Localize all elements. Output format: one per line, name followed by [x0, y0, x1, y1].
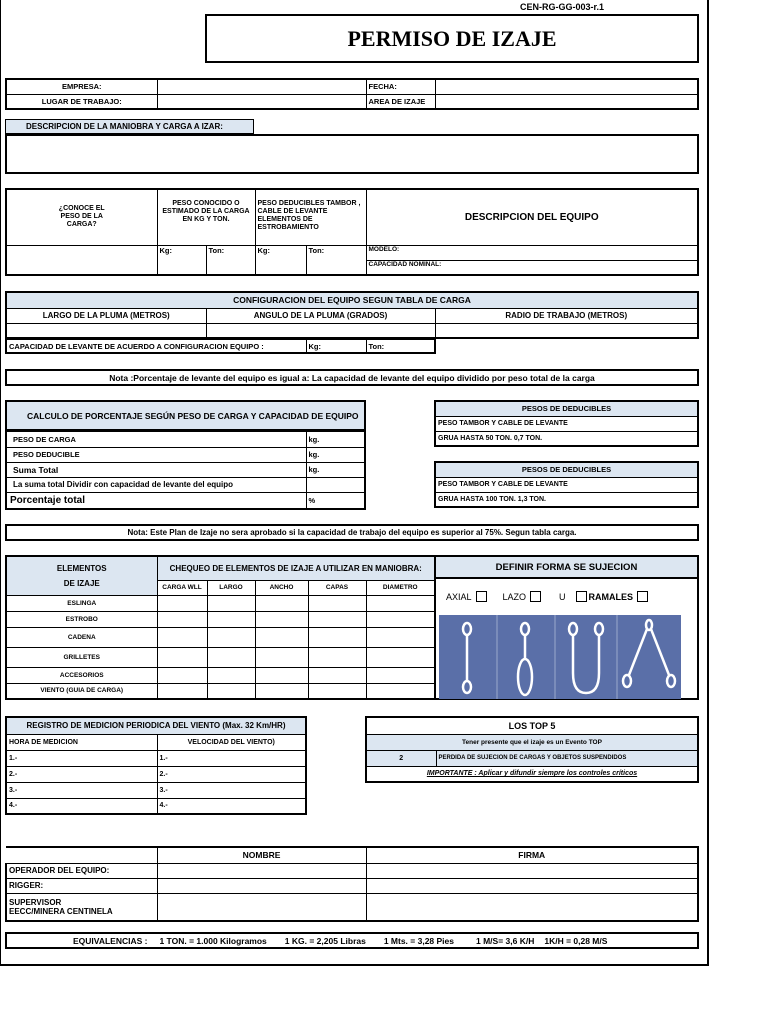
- largo-pluma-label: LARGO DE LA PLUMA (METROS): [6, 308, 206, 323]
- cell[interactable]: [207, 611, 255, 627]
- blank-cell: [6, 847, 157, 863]
- deducibles-2-r2: GRUA HASTA 100 TON. 1,3 TON.: [435, 492, 698, 507]
- equiv-kg: 1 KG. = 2,205 Libras: [284, 935, 366, 946]
- cell[interactable]: [157, 683, 207, 699]
- cell[interactable]: [157, 595, 207, 611]
- deducibles-2-title: PESOS DE DEDUCIBLES: [435, 462, 698, 477]
- nota-aprobacion: Nota: Este Plan de Izaje no sera aprobado si la capacidad de trabajo del equipo es superior al 75%. Segun tabla carga.: [5, 524, 699, 541]
- hora-row-3[interactable]: 3.-: [6, 782, 157, 798]
- supervisor-label: SUPERVISOR EECC/MINERA CENTINELA: [6, 893, 157, 921]
- u-label: U: [559, 591, 566, 602]
- ramales-label: RAMALES: [588, 591, 634, 602]
- equiv-mts: 1 Mts. = 3,28 Pies: [383, 935, 454, 946]
- conoce-peso-field[interactable]: [6, 245, 157, 275]
- supervisor-firma-field[interactable]: [366, 893, 698, 921]
- peso-deducible-unit: kg.: [306, 447, 365, 462]
- cell[interactable]: [366, 647, 435, 667]
- suma-total-label: Suma Total: [6, 462, 306, 477]
- elementos-table: [5, 555, 436, 700]
- descripcion-maniobra-label: DESCRIPCION DE LA MANIOBRA Y CARGA A IZAR:: [5, 119, 254, 134]
- cell[interactable]: [157, 611, 207, 627]
- cell[interactable]: [366, 627, 435, 647]
- kg1-label: Kg:: [157, 245, 206, 275]
- config-title: CONFIGURACION DEL EQUIPO SEGUN TABLA DE CARGA: [6, 292, 698, 308]
- descripcion-maniobra-field[interactable]: [5, 134, 699, 174]
- deducibles-1-r1: PESO TAMBOR Y CABLE DE LEVANTE: [435, 416, 698, 431]
- porcentaje-total-label: Porcentaje total: [6, 492, 306, 509]
- operador-nombre-field[interactable]: [157, 863, 366, 878]
- suma-total-unit: kg.: [306, 462, 365, 477]
- cell[interactable]: [255, 683, 308, 699]
- rigger-nombre-field[interactable]: [157, 878, 366, 893]
- top5-sub: Tener presente que el izaje es un Evento TOP: [366, 734, 698, 750]
- rigger-firma-field[interactable]: [366, 878, 698, 893]
- dividir-unit: [306, 477, 365, 492]
- viento-table: [5, 716, 307, 815]
- row-cadena: CADENA: [6, 627, 157, 647]
- nombre-header: NOMBRE: [157, 847, 366, 863]
- radio-trabajo-field[interactable]: [435, 323, 698, 338]
- peso-table: [5, 188, 699, 276]
- header-table: [5, 78, 699, 110]
- lazo-label: LAZO: [502, 591, 527, 602]
- empresa-field[interactable]: [157, 79, 366, 94]
- velocidad-row-1[interactable]: 1.-: [157, 750, 306, 766]
- velocidad-viento-label: VELOCIDAD DEL VIENTO): [157, 734, 306, 750]
- descripcion-equipo-label: DESCRIPCION DEL EQUIPO: [366, 189, 698, 245]
- deducibles-table-2: [434, 461, 699, 508]
- nota-porcentaje: Nota :Porcentaje de levante del equipo es igual a: La capacidad de levante del equipo dividido por peso total de la carga: [5, 369, 699, 386]
- cell[interactable]: [255, 647, 308, 667]
- equiv-kh: 1K/H = 0,28 M/S: [544, 935, 608, 946]
- firma-header: FIRMA: [366, 847, 698, 863]
- cell[interactable]: [255, 627, 308, 647]
- top5-num: 2: [366, 750, 436, 766]
- angulo-pluma-field[interactable]: [206, 323, 435, 338]
- deducibles-1-title: PESOS DE DEDUCIBLES: [435, 401, 698, 416]
- top5-importante: IMPORTANTE : Aplicar y difundir siempre los controles críticos: [366, 766, 698, 782]
- peso-conocido-label: PESO CONOCIDO O ESTIMADO DE LA CARGA EN KG Y TON.: [157, 189, 255, 245]
- chequeo-title: CHEQUEO DE ELEMENTOS DE IZAJE A UTILIZAR EN MANIOBRA:: [157, 556, 435, 580]
- calculo-table: [5, 431, 366, 510]
- hora-row-1[interactable]: 1.-: [6, 750, 157, 766]
- porcentaje-total-unit: %: [306, 492, 365, 509]
- ramales-checkbox[interactable]: [637, 591, 648, 602]
- peso-deducibles-label: PESO DEDUCIBLES TAMBOR , CABLE DE LEVANTE ELEMENTOS DE ESTROBAMIENTO: [255, 189, 366, 245]
- row-eslinga: ESLINGA: [6, 595, 157, 611]
- capacidad-ton-label: Ton:: [366, 340, 435, 354]
- cell[interactable]: [308, 627, 366, 647]
- fecha-field[interactable]: [435, 79, 698, 94]
- conoce-peso-label: ¿CONOCE EL PESO DE LA CARGA?: [6, 189, 157, 245]
- axial-label: AXIAL: [446, 591, 472, 602]
- col-ancho: ANCHO: [255, 580, 308, 595]
- hora-row-2[interactable]: 2.-: [6, 766, 157, 782]
- cell[interactable]: [308, 667, 366, 683]
- velocidad-row-2[interactable]: 2.-: [157, 766, 306, 782]
- doc-code: CEN-RG-GG-003-r.1: [520, 2, 605, 12]
- equivalencias-label: EQUIVALENCIAS :: [73, 935, 148, 946]
- capacidad-nominal-label: CAPACIDAD NOMINAL:: [366, 260, 698, 275]
- lugar-label: LUGAR DE TRABAJO:: [6, 94, 157, 109]
- page-title: PERMISO DE IZAJE: [205, 14, 699, 63]
- top5-title: LOS TOP 5: [366, 717, 698, 734]
- config-table: [5, 291, 699, 339]
- row-estrobo: ESTROBO: [6, 611, 157, 627]
- sling-configurations-image: [439, 615, 681, 699]
- calculo-title: CALCULO DE PORCENTAJE SEGÚN PESO DE CARGA Y CAPACIDAD DE EQUIPO: [5, 400, 366, 431]
- row-accesorios: ACCESORIOS: [6, 667, 157, 683]
- capacidad-levante-label: CAPACIDAD DE LEVANTE DE ACUERDO A CONFIGURACION EQUIPO :: [6, 340, 306, 354]
- cell[interactable]: [157, 627, 207, 647]
- cell[interactable]: [308, 595, 366, 611]
- area-field[interactable]: [435, 94, 698, 109]
- fecha-label: FECHA:: [366, 79, 435, 94]
- sujecion-title: DEFINIR FORMA SE SUJECION: [434, 555, 699, 579]
- col-carga-wll: CARGA WLL: [157, 580, 207, 595]
- ton2-label: Ton:: [306, 245, 366, 275]
- peso-carga-label: PESO DE CARGA: [6, 432, 306, 448]
- kg2-label: Kg:: [255, 245, 306, 275]
- lugar-field[interactable]: [157, 94, 366, 109]
- cell[interactable]: [366, 667, 435, 683]
- deducibles-table-1: [434, 400, 699, 447]
- dividir-label: La suma total Dividir con capacidad de levante del equipo: [6, 477, 306, 492]
- area-label: AREA DE IZAJE: [366, 94, 435, 109]
- col-diametro: DIAMETRO: [366, 580, 435, 595]
- angulo-pluma-label: ANGULO DE LA PLUMA (GRADOS): [206, 308, 435, 323]
- elementos-title: ELEMENTOS DE IZAJE: [6, 556, 157, 595]
- modelo-label: MODELO:: [366, 245, 698, 260]
- supervisor-nombre-field[interactable]: [157, 893, 366, 921]
- cell[interactable]: [366, 611, 435, 627]
- cell[interactable]: [366, 683, 435, 699]
- cell[interactable]: [255, 595, 308, 611]
- velocidad-row-4[interactable]: 4.-: [157, 798, 306, 814]
- sujecion-options: [446, 591, 652, 602]
- cell[interactable]: [308, 647, 366, 667]
- u-checkbox[interactable]: [576, 591, 587, 602]
- operador-firma-field[interactable]: [366, 863, 698, 878]
- velocidad-row-3[interactable]: 3.-: [157, 782, 306, 798]
- cell[interactable]: [207, 595, 255, 611]
- hora-medicion-label: HORA DE MEDICION: [6, 734, 157, 750]
- operador-label: OPERADOR DEL EQUIPO:: [6, 863, 157, 878]
- row-viento: VIENTO (GUIA DE CARGA): [6, 683, 157, 699]
- hora-row-4[interactable]: 4.-: [6, 798, 157, 814]
- axial-checkbox[interactable]: [476, 591, 487, 602]
- cell[interactable]: [308, 611, 366, 627]
- peso-carga-unit: kg.: [306, 432, 365, 448]
- capacidad-levante-table: [5, 339, 436, 354]
- viento-title: REGISTRO DE MEDICION PERIODICA DEL VIENTO (Max. 32 Km/HR): [6, 717, 306, 734]
- cell[interactable]: [255, 611, 308, 627]
- top5-text: PERDIDA DE SUJECION DE CARGAS Y OBJETOS SUSPENDIDOS: [436, 750, 698, 766]
- radio-trabajo-label: RADIO DE TRABAJO (METROS): [435, 308, 698, 323]
- col-largo: LARGO: [207, 580, 255, 595]
- cell[interactable]: [366, 595, 435, 611]
- equivalencias-bar: [5, 932, 699, 949]
- top5-table: [365, 716, 699, 783]
- cell[interactable]: [207, 627, 255, 647]
- deducibles-2-r1: PESO TAMBOR Y CABLE DE LEVANTE: [435, 477, 698, 492]
- cell[interactable]: [207, 683, 255, 699]
- col-capas: CAPAS: [308, 580, 366, 595]
- rigger-label: RIGGER:: [6, 878, 157, 893]
- cell[interactable]: [157, 647, 207, 667]
- cell[interactable]: [207, 667, 255, 683]
- capacidad-kg-label: Kg:: [306, 340, 366, 354]
- peso-deducible-label: PESO DEDUCIBLE: [6, 447, 306, 462]
- equiv-ms: 1 M/S= 3,6 K/H: [476, 935, 535, 946]
- row-grilletes: GRILLETES: [6, 647, 157, 667]
- deducibles-1-r2: GRUA HASTA 50 TON. 0,7 TON.: [435, 431, 698, 446]
- cell[interactable]: [157, 667, 207, 683]
- firmas-table: [5, 846, 699, 922]
- largo-pluma-field[interactable]: [6, 323, 206, 338]
- equiv-ton: 1 TON. = 1.000 Kilogramos: [159, 935, 267, 946]
- cell[interactable]: [255, 667, 308, 683]
- cell[interactable]: [308, 683, 366, 699]
- ton1-label: Ton:: [206, 245, 255, 275]
- empresa-label: EMPRESA:: [6, 79, 157, 94]
- lazo-checkbox[interactable]: [530, 591, 541, 602]
- sujecion-panel: [434, 579, 699, 700]
- cell[interactable]: [207, 647, 255, 667]
